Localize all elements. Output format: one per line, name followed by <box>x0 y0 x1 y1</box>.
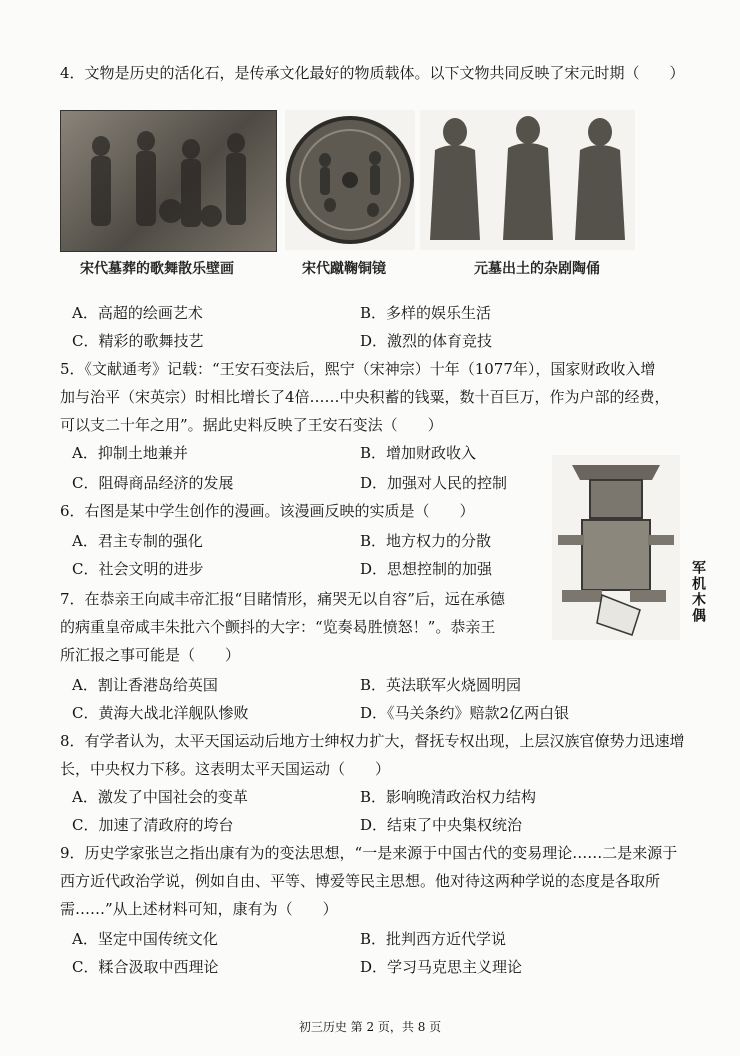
figurines-icon <box>420 110 635 250</box>
q8-option-a[interactable]: A．激发了中国社会的变革 <box>72 788 248 806</box>
q4-option-c[interactable]: C．精彩的歌舞技艺 <box>72 332 204 350</box>
caption-mirror: 宋代蹴鞠铜镜 <box>302 261 386 277</box>
q4-option-a[interactable]: A．高超的绘画艺术 <box>72 304 203 322</box>
zaju-figurines-image <box>420 110 635 250</box>
q8-option-d[interactable]: D．结束了中央集权统治 <box>360 816 523 834</box>
q5-option-d[interactable]: D．加强对人民的控制 <box>360 474 508 492</box>
q5-option-a[interactable]: A．抑制土地兼并 <box>72 444 188 462</box>
q7-line1: 7．在恭亲王向咸丰帝汇报“目睹情形，痛哭无以自容”后，远在承德 <box>60 590 505 608</box>
q5-option-b[interactable]: B．增加财政收入 <box>360 444 477 462</box>
q8-line1: 8．有学者认为，太平天国运动后地方士绅权力扩大，督抚专权出现，上层汉族官僚势力迅速增 <box>60 732 685 750</box>
q7-option-d[interactable]: D．《马关条约》赔款2亿两白银 <box>360 704 570 722</box>
q6-option-d[interactable]: D．思想控制的加强 <box>360 560 493 578</box>
q4-option-b[interactable]: B．多样的娱乐生活 <box>360 304 492 322</box>
q4-stem: 4．文物是历史的活化石，是传承文化最好的物质载体。以下文物共同反映了宋元时期（ ） <box>60 64 685 82</box>
bronze-mirror-icon <box>285 110 415 250</box>
q9-option-b[interactable]: B．批判西方近代学说 <box>360 930 507 948</box>
q6-option-c[interactable]: C．社会文明的进步 <box>72 560 204 578</box>
q5-line3: 可以支二十年之用”。据此史料反映了王安石变法（ ） <box>60 416 443 434</box>
q9-line3: 需……”从上述材料可知，康有为（ ） <box>60 900 338 918</box>
page-footer: 初三历史 第 2 页，共 8 页 <box>298 1020 442 1034</box>
q9-line2: 西方近代政治学说，例如自由、平等、博爱等民主思想。他对待这两种学说的态度是各取所 <box>60 872 661 890</box>
q7-option-c[interactable]: C．黄海大战北洋舰队惨败 <box>72 704 249 722</box>
caption-mural: 宋代墓葬的歌舞散乐壁画 <box>80 261 234 277</box>
q9-option-c[interactable]: C．糅合汲取中西理论 <box>72 958 219 976</box>
q9-option-a[interactable]: A．坚定中国传统文化 <box>72 930 218 948</box>
puppet-caption: 军机木偶 <box>690 560 706 624</box>
q6-option-b[interactable]: B．地方权力的分散 <box>360 532 492 550</box>
q9-option-d[interactable]: D．学习马克思主义理论 <box>360 958 523 976</box>
q6-option-a[interactable]: A．君主专制的强化 <box>72 532 203 550</box>
q9-line1: 9．历史学家张岂之指出康有为的变法思想，“一是来源于中国古代的变易理论……二是来源于 <box>60 844 678 862</box>
mural-figures-icon <box>61 111 276 251</box>
puppet-icon <box>552 455 680 640</box>
q5-line1: 5．《文献通考》记载：“王安石变法后，熙宁（宋神宗）十年（1077年），国家财政收入增 <box>60 360 656 378</box>
q8-option-c[interactable]: C．加速了清政府的垮台 <box>72 816 234 834</box>
q8-line2: 长，中央权力下移。这表明太平天国运动（ ） <box>60 760 391 778</box>
q6-stem: 6．右图是某中学生创作的漫画。该漫画反映的实质是（ ） <box>60 502 475 520</box>
q5-option-c[interactable]: C．阻碍商品经济的发展 <box>72 474 234 492</box>
mural-image <box>60 110 277 252</box>
q4-option-d[interactable]: D．激烈的体育竞技 <box>360 332 493 350</box>
q7-line2: 的病重皇帝咸丰朱批六个颤抖的大字：“览奏曷胜愤怒！”。恭亲王 <box>60 618 496 636</box>
q7-line3: 所汇报之事可能是（ ） <box>60 646 241 664</box>
q8-option-b[interactable]: B．影响晚清政治权力结构 <box>360 788 537 806</box>
puppet-cartoon-image <box>552 455 680 640</box>
cuju-mirror-image <box>285 110 415 250</box>
q7-option-b[interactable]: B．英法联军火烧圆明园 <box>360 676 522 694</box>
q7-option-a[interactable]: A．割让香港岛给英国 <box>72 676 218 694</box>
q5-line2: 加与治平（宋英宗）时相比增长了4倍……中央积蓄的钱粟，数十百巨万，作为户部的经费， <box>60 388 670 406</box>
caption-figurines: 元墓出土的杂剧陶俑 <box>474 261 600 277</box>
